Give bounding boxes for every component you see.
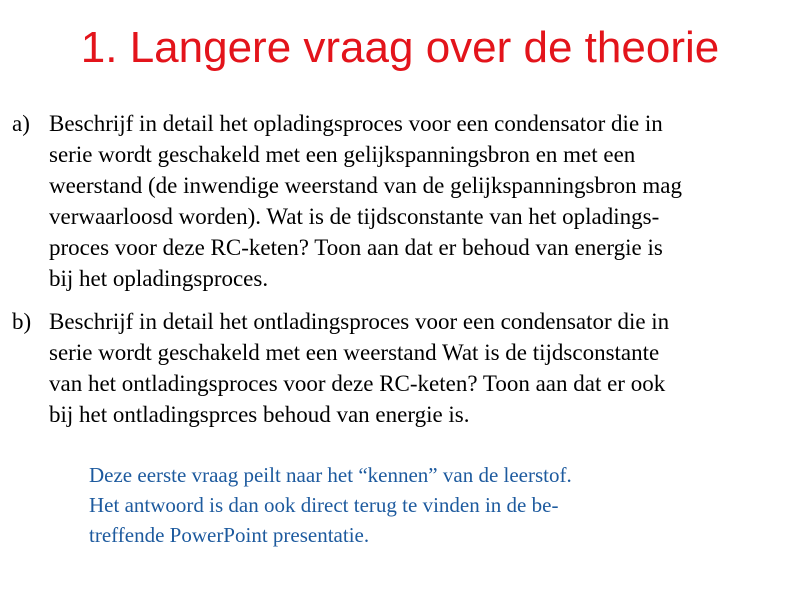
text-line: Beschrijf in detail het opladingsproces voor een condensator die in <box>49 111 663 136</box>
note-line: Het antwoord is dan ook direct terug te vinden in de be- <box>89 493 559 517</box>
question-list <box>12 108 782 430</box>
text-line: Beschrijf in detail het ontladingsproces voor een condensator die in <box>49 309 670 334</box>
text-line: proces voor deze RC-keten? Toon aan dat er behoud van energie is <box>49 235 663 260</box>
text-line: serie wordt geschakeld met een gelijkspanningsbron en met een <box>49 142 636 167</box>
item-marker: a) <box>12 111 30 136</box>
item-text <box>49 306 782 430</box>
text-line: bij het ontladingsprces behoud van energie is. <box>49 402 470 427</box>
slide-title: 1. Langere vraag over de theorie <box>80 23 720 72</box>
item-text <box>49 108 782 294</box>
question-item-a <box>12 108 782 294</box>
text-line: serie wordt geschakeld met een weerstand Wat is de tijdsconstante <box>49 340 660 365</box>
item-marker: b) <box>12 309 32 334</box>
text-line: weerstand (de inwendige weerstand van de gelijkspanningsbron mag <box>49 173 682 198</box>
text-line: verwaarloosd worden). Wat is de tijdsconstante van het opladings- <box>49 204 660 229</box>
text-line: bij het opladingsproces. <box>49 266 269 291</box>
note-line: Deze eerste vraag peilt naar het “kennen” van de leerstof. <box>89 463 572 487</box>
question-item-b <box>12 306 782 430</box>
note-text <box>89 460 779 550</box>
text-line: van het ontladingsproces voor deze RC-keten? Toon aan dat er ook <box>49 371 666 396</box>
note-line: treffende PowerPoint presentatie. <box>89 523 370 547</box>
